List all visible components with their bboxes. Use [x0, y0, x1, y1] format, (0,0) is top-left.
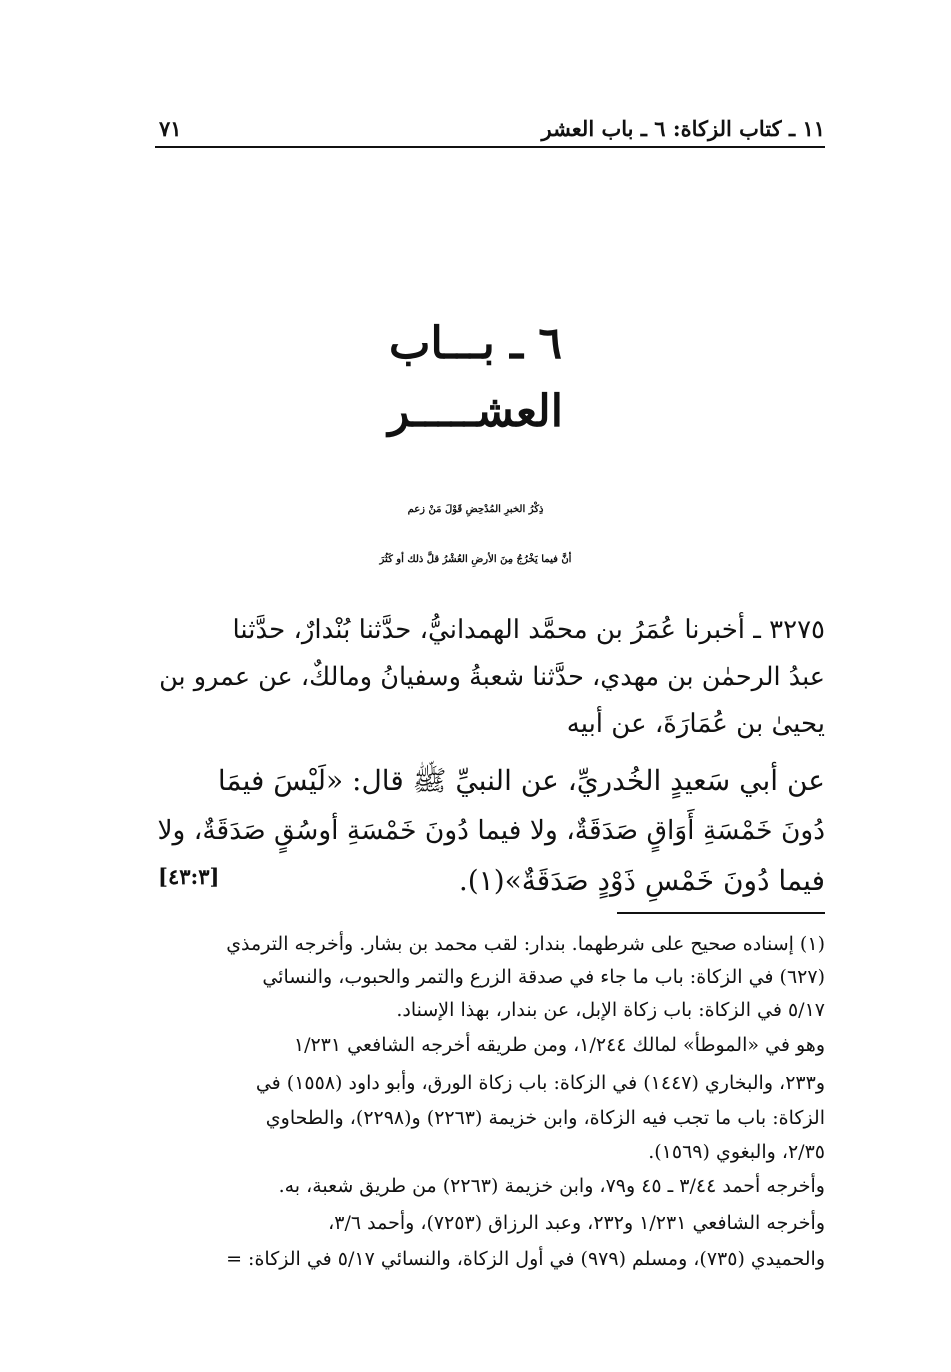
footnote-separator	[617, 912, 825, 914]
footnote-line: (٦٢٧) في الزكاة: باب ما جاء في صدقة الزرع والتمر والحبوب، والنسائي	[262, 966, 825, 988]
page-number: ٧١	[159, 116, 182, 141]
matn-line: دُونَ خَمْسَةِ أَوَاقٍ صَدَقَةٌ، ولا فيما دُونَ خَمْسَةِ أوسُقٍ صَدَقَةٌ، ولا	[157, 815, 825, 846]
matn-line: عن أبي سَعيدٍ الخُدريِّ، عن النبيِّ ﷺ قال: «لَيْسَ فيمَا	[217, 764, 825, 797]
chapter-name: العشـــــر	[388, 386, 563, 437]
footnote-line: وأخرجه أحمد ٣/٤٤ ـ ٤٥ و٧٩، وابن خزيمة (٢٢٦٣) من طريق شعبة، به.	[278, 1175, 825, 1197]
footnote-line: الزكاة: باب ما تجب فيه الزكاة، وابن خزيمة (٢٢٦٣) و(٢٢٩٨)، والطحاوي	[265, 1107, 825, 1129]
isnad-line: ٣٢٧٥ ـ أخبرنا عُمَرُ بن محمَّد الهمدانيُّ، حدَّثنا بُنْدارٌ، حدَّثنا	[232, 615, 825, 645]
footnote-line: وهو في «الموطأ» لمالك ١/٢٤٤، ومن طريقه أخرجه الشافعي ١/٢٣١	[293, 1034, 825, 1056]
footnote-line: وأخرجه الشافعي ١/٢٣١ و٢٣٢، وعبد الرزاق (٧٢٥٣)، وأحمد ٣/٦،	[328, 1212, 825, 1234]
running-header	[155, 114, 825, 148]
running-header-title: ١١ ـ كتاب الزكاة: ٦ ـ باب العشر	[541, 116, 825, 141]
hadith-reference: [٤٣:٣]	[158, 864, 220, 889]
matn-line: فيما دُونَ خَمْسِ ذَوْدٍ صَدَقَةٌ»(١).	[458, 864, 825, 897]
chapter-number: ٦ ـ بـــاب	[389, 318, 562, 369]
isnad-line: يحيىٰ بن عُمَارَةَ، عن أبيه	[566, 709, 825, 739]
isnad-line: عبدُ الرحمٰن بن مهدي، حدَّثنا شعبةُ وسفيانُ ومالكٌ، عن عمرو بن	[159, 662, 825, 692]
footnote-line: ٢/٣٥، والبغوي (١٥٦٩).	[648, 1141, 825, 1163]
footnote-line: ٥/١٧ في الزكاة: باب زكاة الإبل، عن بندار، بهذا الإسناد.	[396, 999, 825, 1021]
section-heading-line-2: أنَّ فيما يَخْرُجُ مِنَ الأرضِ العُشْرُ قلَّ ذلك أو كَثُرَ	[379, 554, 572, 565]
footnote-line: والحميدي (٧٣٥)، ومسلم (٩٧٩) في أول الزكاة، والنسائي ٥/١٧ في الزكاة: =	[226, 1248, 825, 1270]
footnote-line: (١) إسناده صحيح على شرطهما. بندار: لقب محمد بن بشار. وأخرجه الترمذي	[226, 933, 825, 955]
section-heading-line-1: ذِكْرُ الخبرِ المُدْحِضِ قَوْلَ مَنْ زعم	[407, 504, 544, 515]
footnote-line: و٢٣٣، والبخاري (١٤٤٧) في الزكاة: باب زكاة الورق، وأبو داود (١٥٥٨) في	[255, 1072, 825, 1094]
